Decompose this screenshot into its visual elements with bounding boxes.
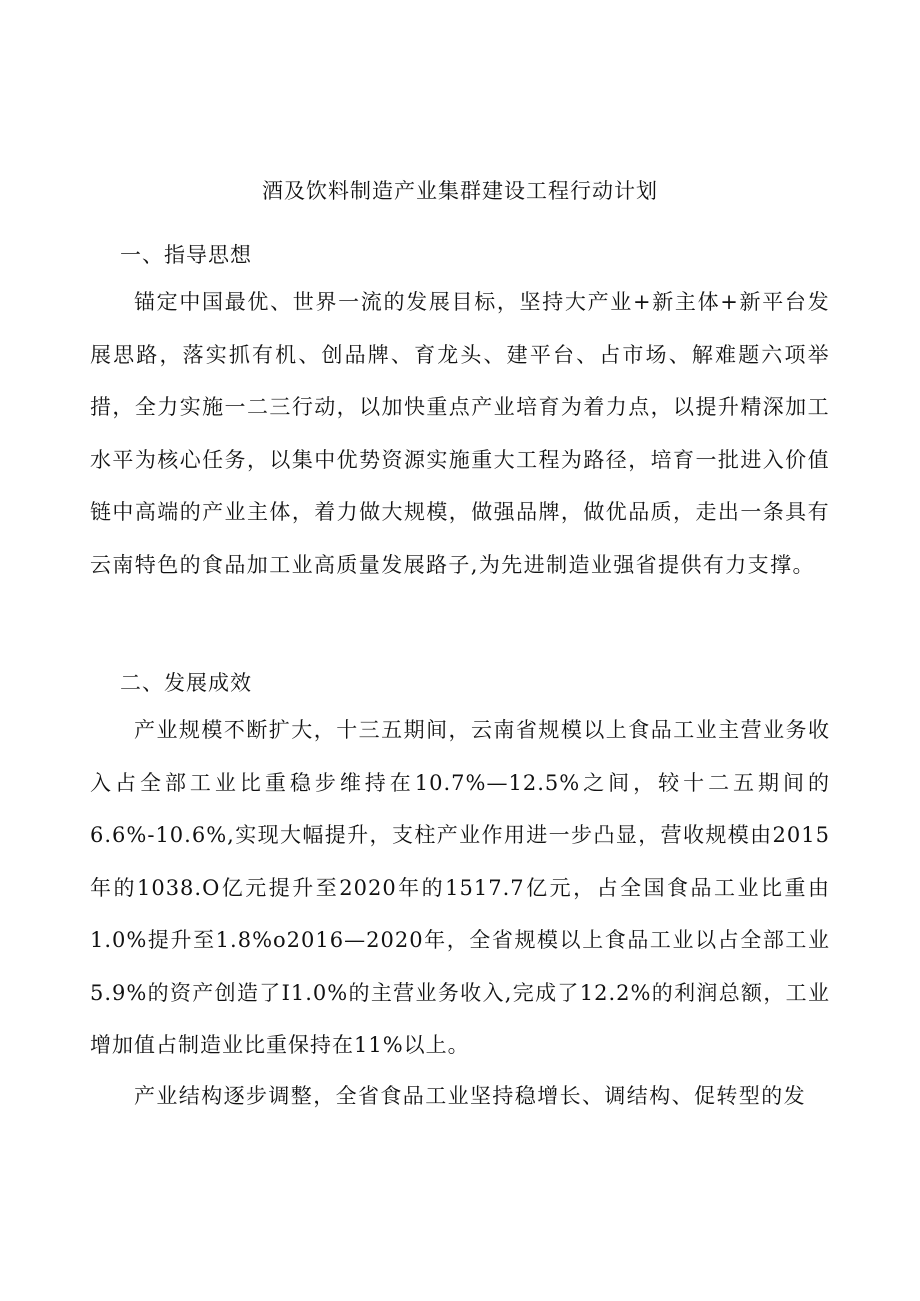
paragraph-industry-structure: 产业结构逐步调整，全省食品工业坚持稳增长、调结构、促转型的发 [134, 1084, 806, 1108]
section-heading-development-results: 二、发展成效 [120, 671, 252, 695]
paragraph-industry-scale: 产业规模不断扩大，十三五期间，云南省规模以上食品工业主营业务收入占全部工业比重稳步维持在10.7%—12.5%之间，较十二五期间的6.6%-10.6%,实现大幅提升，支柱产业作用进一步凸显，营收规模由2015年的1038.O亿元提升至2020年的1517.7亿元，占全国食品工业比重由1.0%提升至1.8%o2016—2020年，全省规模以上食品工业以占全部工业5.9%的资产创造了I1.0%的主营业务收入,完成了12.2%的利润总额，工业增加值占制造业比重保持在11%以上。 [90, 718, 830, 1057]
paragraph-guiding-ideology: 锚定中国最优、世界一流的发展目标，坚持大产业+新主体+新平台发展思路，落实抓有机、创品牌、育龙头、建平台、占市场、解难题六项举措，全力实施一二三行动，以加快重点产业培育为着力点，以提升精深加工水平为核心任务，以集中优势资源实施重大工程为路径，培育一批进入价值链中高端的产业主体，着力做大规模，做强品牌，做优品质，走出一条具有云南特色的食品加工业高质量发展路子,为先进制造业强省提供有力支撑。 [90, 290, 830, 577]
document-title: 酒及饮料制造产业集群建设工程行动计划 [262, 179, 658, 203]
section-heading-guiding-ideology: 一、指导思想 [120, 243, 252, 267]
